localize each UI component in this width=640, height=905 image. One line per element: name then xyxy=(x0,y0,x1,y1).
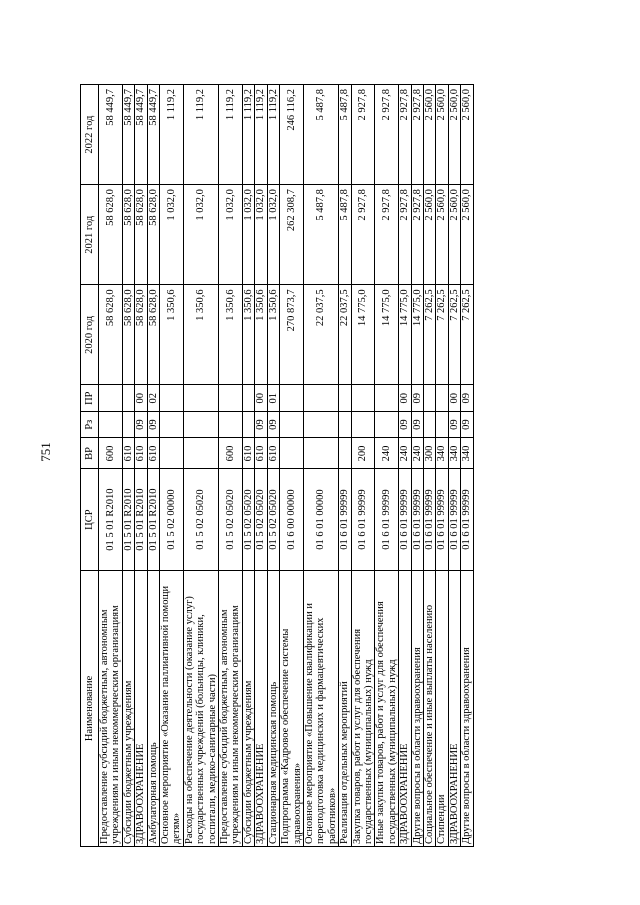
cell-y2021: 5 487,8 xyxy=(303,185,338,285)
cell-pr xyxy=(219,385,243,411)
cell-y2021: 1 032,0 xyxy=(219,185,243,285)
table-row xyxy=(267,85,279,847)
cell-rz: 09 xyxy=(411,411,423,437)
cell-rz xyxy=(303,411,338,437)
cell-vr: 300 xyxy=(423,438,435,469)
table-row xyxy=(122,85,134,847)
header-rz: Рз xyxy=(81,411,99,437)
cell-vr: 610 xyxy=(242,438,254,469)
table-row xyxy=(183,85,218,847)
cell-pr: 00 xyxy=(255,385,267,411)
cell-y2022: 58 449,7 xyxy=(122,85,134,185)
table-row xyxy=(351,85,375,847)
cell-vr: 240 xyxy=(375,438,399,469)
cell-y2022: 2 560,0 xyxy=(461,85,473,185)
cell-vr: 610 xyxy=(135,438,147,469)
cell-name: ЗДРАВООХРАНЕНИЕ xyxy=(448,570,460,846)
cell-y2021: 1 032,0 xyxy=(183,185,218,285)
cell-y2020: 1 350,6 xyxy=(183,285,218,385)
cell-y2022: 1 119,2 xyxy=(242,85,254,185)
cell-y2021: 58 628,0 xyxy=(147,185,159,285)
cell-csr: 01 5 02 05020 xyxy=(183,469,218,570)
cell-y2022: 2 560,0 xyxy=(436,85,448,185)
cell-y2022: 58 449,7 xyxy=(99,85,123,185)
cell-y2022: 246 116,2 xyxy=(280,85,304,185)
cell-name: Другие вопросы в области здравоохранения xyxy=(461,570,473,846)
table-row xyxy=(423,85,435,847)
cell-name: Амбулаторная помощь xyxy=(147,570,159,846)
cell-y2021: 2 927,8 xyxy=(399,185,411,285)
cell-csr: 01 6 01 00000 xyxy=(303,469,338,570)
cell-y2020: 14 775,0 xyxy=(375,285,399,385)
table-row xyxy=(448,85,460,847)
cell-y2020: 7 262,5 xyxy=(436,285,448,385)
cell-y2021: 1 032,0 xyxy=(160,185,184,285)
cell-y2020: 14 775,0 xyxy=(399,285,411,385)
cell-csr: 01 6 01 99999 xyxy=(339,469,351,570)
cell-name: Основное мероприятие «Повышение квалификации и переподготовка медицинских и фармацевтических работников» xyxy=(303,570,338,846)
cell-y2020: 1 350,6 xyxy=(255,285,267,385)
cell-csr: 01 6 01 99999 xyxy=(351,469,375,570)
cell-vr: 610 xyxy=(147,438,159,469)
cell-name: Закупка товаров, работ и услуг для обеспечения государственных (муниципальных) нужд xyxy=(351,570,375,846)
cell-y2021: 2 560,0 xyxy=(448,185,460,285)
cell-rz: 09 xyxy=(448,411,460,437)
cell-y2020: 58 628,0 xyxy=(147,285,159,385)
cell-name: Другие вопросы в области здравоохранения xyxy=(411,570,423,846)
table-header-row xyxy=(81,85,99,847)
cell-csr: 01 6 01 99999 xyxy=(436,469,448,570)
header-2020: 2020 год xyxy=(81,285,99,385)
cell-vr: 340 xyxy=(448,438,460,469)
cell-pr xyxy=(242,385,254,411)
cell-rz xyxy=(351,411,375,437)
cell-pr xyxy=(280,385,304,411)
cell-csr: 01 5 01 R2010 xyxy=(99,469,123,570)
table-row xyxy=(375,85,399,847)
table-row xyxy=(99,85,123,847)
cell-y2020: 7 262,5 xyxy=(461,285,473,385)
cell-pr: 02 xyxy=(147,385,159,411)
cell-y2022: 2 927,8 xyxy=(375,85,399,185)
cell-pr: 00 xyxy=(135,385,147,411)
header-vr: ВР xyxy=(81,438,99,469)
cell-pr: 09 xyxy=(461,385,473,411)
cell-name: ЗДРАВООХРАНЕНИЕ xyxy=(399,570,411,846)
cell-y2020: 1 350,6 xyxy=(267,285,279,385)
cell-y2022: 1 119,2 xyxy=(160,85,184,185)
cell-y2021: 2 560,0 xyxy=(461,185,473,285)
cell-vr: 340 xyxy=(461,438,473,469)
budget-table-area xyxy=(80,84,533,847)
cell-rz xyxy=(423,411,435,437)
cell-vr: 610 xyxy=(267,438,279,469)
cell-y2022: 1 119,2 xyxy=(267,85,279,185)
cell-vr xyxy=(280,438,304,469)
cell-pr xyxy=(183,385,218,411)
cell-y2020: 58 628,0 xyxy=(99,285,123,385)
cell-vr xyxy=(160,438,184,469)
table-row xyxy=(461,85,473,847)
cell-csr: 01 5 02 05020 xyxy=(255,469,267,570)
cell-y2020: 14 775,0 xyxy=(351,285,375,385)
cell-rz: 09 xyxy=(267,411,279,437)
cell-pr xyxy=(375,385,399,411)
cell-rz xyxy=(436,411,448,437)
cell-rz xyxy=(242,411,254,437)
cell-csr: 01 6 01 99999 xyxy=(423,469,435,570)
cell-csr: 01 6 01 99999 xyxy=(448,469,460,570)
cell-vr xyxy=(303,438,338,469)
cell-y2021: 5 487,8 xyxy=(339,185,351,285)
cell-pr xyxy=(122,385,134,411)
cell-pr xyxy=(99,385,123,411)
cell-rz xyxy=(183,411,218,437)
cell-csr: 01 6 01 99999 xyxy=(375,469,399,570)
cell-rz xyxy=(280,411,304,437)
cell-pr xyxy=(436,385,448,411)
cell-y2021: 58 628,0 xyxy=(99,185,123,285)
cell-vr xyxy=(183,438,218,469)
cell-y2020: 58 628,0 xyxy=(135,285,147,385)
cell-vr: 610 xyxy=(255,438,267,469)
cell-name: Социальное обеспечение и иные выплаты населению xyxy=(423,570,435,846)
cell-pr xyxy=(160,385,184,411)
cell-y2021: 1 032,0 xyxy=(267,185,279,285)
cell-vr: 610 xyxy=(122,438,134,469)
table-row xyxy=(339,85,351,847)
cell-y2020: 58 628,0 xyxy=(122,285,134,385)
cell-name: Расходы на обеспечение деятельности (оказание услуг) государственных учреждений (больницы, клиники, госпитали, медико-санитарные части) xyxy=(183,570,218,846)
cell-rz xyxy=(99,411,123,437)
cell-csr: 01 5 01 R2010 xyxy=(122,469,134,570)
cell-csr: 01 5 02 05020 xyxy=(242,469,254,570)
cell-y2021: 2 560,0 xyxy=(423,185,435,285)
cell-pr xyxy=(339,385,351,411)
cell-csr: 01 5 01 R2010 xyxy=(135,469,147,570)
cell-vr: 600 xyxy=(99,438,123,469)
cell-y2021: 262 308,7 xyxy=(280,185,304,285)
cell-rz xyxy=(160,411,184,437)
cell-y2022: 2 927,8 xyxy=(399,85,411,185)
cell-rz xyxy=(375,411,399,437)
header-csr: ЦСР xyxy=(81,469,99,570)
budget-table xyxy=(80,84,474,847)
cell-pr: 00 xyxy=(448,385,460,411)
table-row xyxy=(280,85,304,847)
cell-name: Иные закупки товаров, работ и услуг для обеспечения государственных (муниципальных) нужд xyxy=(375,570,399,846)
cell-y2022: 2 927,8 xyxy=(351,85,375,185)
cell-y2021: 1 032,0 xyxy=(242,185,254,285)
cell-y2020: 7 262,5 xyxy=(423,285,435,385)
cell-y2022: 5 487,8 xyxy=(339,85,351,185)
cell-pr: 09 xyxy=(411,385,423,411)
cell-rz: 09 xyxy=(399,411,411,437)
cell-pr: 01 xyxy=(267,385,279,411)
cell-y2021: 2 927,8 xyxy=(411,185,423,285)
table-row xyxy=(147,85,159,847)
cell-rz: 09 xyxy=(255,411,267,437)
header-2021: 2021 год xyxy=(81,185,99,285)
cell-y2022: 1 119,2 xyxy=(183,85,218,185)
table-row xyxy=(399,85,411,847)
cell-y2021: 2 927,8 xyxy=(351,185,375,285)
cell-y2022: 2 927,8 xyxy=(411,85,423,185)
cell-vr: 340 xyxy=(436,438,448,469)
header-name: Наименование xyxy=(81,570,99,846)
cell-y2021: 58 628,0 xyxy=(135,185,147,285)
header-pr: ПР xyxy=(81,385,99,411)
header-2022: 2022 год xyxy=(81,85,99,185)
cell-y2020: 22 037,5 xyxy=(303,285,338,385)
cell-y2020: 1 350,6 xyxy=(219,285,243,385)
cell-vr: 200 xyxy=(351,438,375,469)
cell-vr: 240 xyxy=(411,438,423,469)
cell-rz xyxy=(122,411,134,437)
cell-csr: 01 6 01 99999 xyxy=(461,469,473,570)
table-row xyxy=(436,85,448,847)
cell-csr: 01 6 00 00000 xyxy=(280,469,304,570)
cell-y2020: 22 037,5 xyxy=(339,285,351,385)
cell-csr: 01 6 01 99999 xyxy=(399,469,411,570)
cell-y2022: 2 560,0 xyxy=(448,85,460,185)
cell-y2021: 2 927,8 xyxy=(375,185,399,285)
cell-y2020: 1 350,6 xyxy=(160,285,184,385)
cell-name: ЗДРАВООХРАНЕНИЕ xyxy=(255,570,267,846)
cell-rz: 09 xyxy=(147,411,159,437)
cell-y2021: 58 628,0 xyxy=(122,185,134,285)
cell-csr: 01 5 02 00000 xyxy=(160,469,184,570)
cell-name: Предоставление субсидий бюджетным, автономным учреждениям и иным некоммерческим организациям xyxy=(99,570,123,846)
cell-name: Основное мероприятие «Оказание паллиативной помощи детям» xyxy=(160,570,184,846)
cell-y2020: 14 775,0 xyxy=(411,285,423,385)
cell-y2021: 1 032,0 xyxy=(255,185,267,285)
cell-pr xyxy=(303,385,338,411)
cell-name: Стационарная медицинская помощь xyxy=(267,570,279,846)
cell-csr: 01 5 02 05020 xyxy=(219,469,243,570)
table-row xyxy=(160,85,184,847)
cell-y2022: 5 487,8 xyxy=(303,85,338,185)
cell-name: Предоставление субсидий бюджетным, автономным учреждениям и иным некоммерческим организациям xyxy=(219,570,243,846)
cell-vr xyxy=(339,438,351,469)
table-row xyxy=(219,85,243,847)
cell-name: Подпрограмма «Кадровое обеспечение системы здравоохранения» xyxy=(280,570,304,846)
table-row xyxy=(303,85,338,847)
page-number: 751 xyxy=(38,442,53,462)
cell-vr: 600 xyxy=(219,438,243,469)
cell-name: ЗДРАВООХРАНЕНИЕ xyxy=(135,570,147,846)
cell-csr: 01 5 02 05020 xyxy=(267,469,279,570)
cell-rz: 09 xyxy=(461,411,473,437)
cell-y2022: 58 449,7 xyxy=(135,85,147,185)
cell-y2020: 270 873,7 xyxy=(280,285,304,385)
cell-rz xyxy=(339,411,351,437)
cell-y2021: 2 560,0 xyxy=(436,185,448,285)
table-row xyxy=(411,85,423,847)
cell-csr: 01 5 01 R2010 xyxy=(147,469,159,570)
cell-pr xyxy=(423,385,435,411)
cell-pr: 00 xyxy=(399,385,411,411)
cell-csr: 01 6 01 99999 xyxy=(411,469,423,570)
cell-name: Стипендии xyxy=(436,570,448,846)
cell-vr: 240 xyxy=(399,438,411,469)
table-row xyxy=(135,85,147,847)
cell-y2020: 1 350,6 xyxy=(242,285,254,385)
cell-rz: 09 xyxy=(135,411,147,437)
cell-pr xyxy=(351,385,375,411)
cell-y2022: 58 449,7 xyxy=(147,85,159,185)
cell-y2022: 1 119,2 xyxy=(219,85,243,185)
cell-name: Реализация отдельных мероприятий xyxy=(339,570,351,846)
table-row xyxy=(242,85,254,847)
cell-name: Субсидии бюджетным учреждениям xyxy=(242,570,254,846)
table-row xyxy=(255,85,267,847)
cell-rz xyxy=(219,411,243,437)
cell-name: Субсидии бюджетным учреждениям xyxy=(122,570,134,846)
cell-y2022: 1 119,2 xyxy=(255,85,267,185)
cell-y2022: 2 560,0 xyxy=(423,85,435,185)
cell-y2020: 7 262,5 xyxy=(448,285,460,385)
